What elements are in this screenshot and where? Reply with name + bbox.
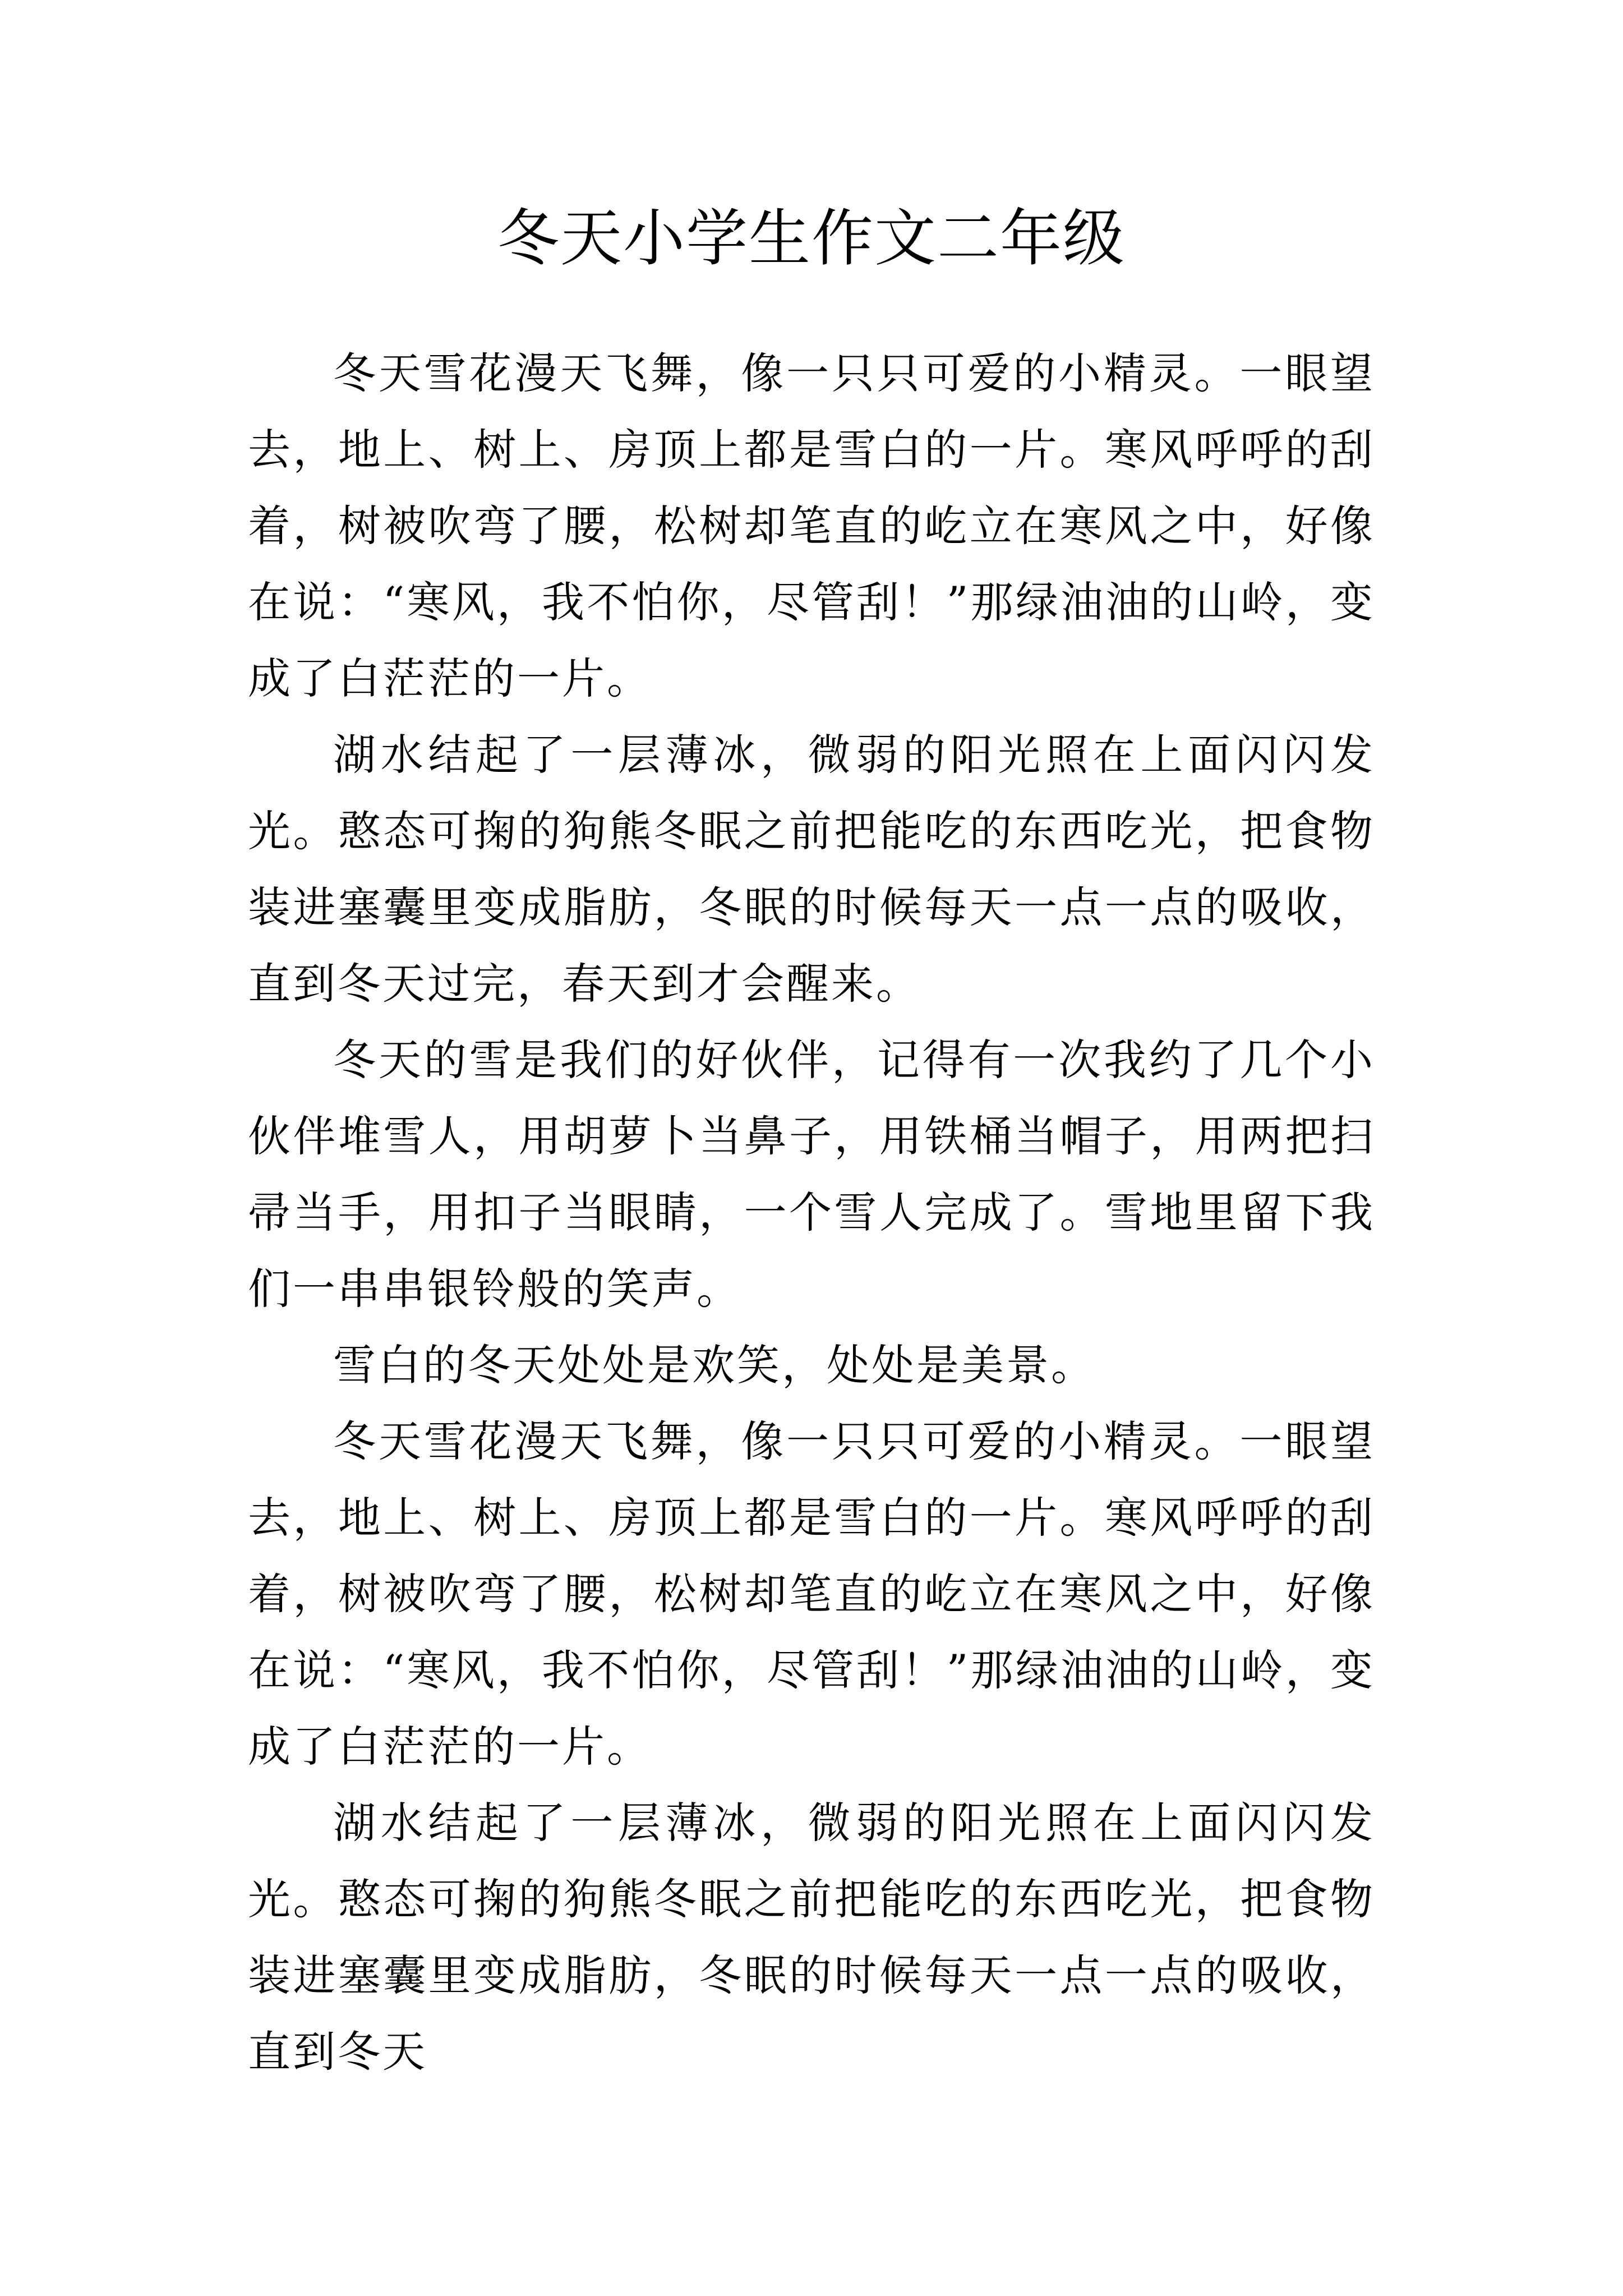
paragraph: 冬天雪花漫天飞舞，像一只只可爱的小精灵。一眼望去，地上、树上、房顶上都是雪白的一片。寒风呼呼的刮着，树被吹弯了腰，松树却笔直的屹立在寒风之中，好像在说：“寒风，我不怕你，尽管刮！”那绿油油的山岭，变成了白茫茫的一片。 xyxy=(248,348,1375,703)
paragraph: 冬天雪花漫天飞舞，像一只只可爱的小精灵。一眼望去，地上、树上、房顶上都是雪白的一片。寒风呼呼的刮着，树被吹弯了腰，松树却笔直的屹立在寒风之中，好像在说：“寒风，我不怕你，尽管刮！”那绿油油的山岭，变成了白茫茫的一片。 xyxy=(248,1416,1375,1772)
document-title: 冬天小学生作文二年级 xyxy=(497,203,1126,274)
document-body xyxy=(248,335,1375,2090)
paragraph: 雪白的冬天处处是欢笑，处处是美景。 xyxy=(333,1340,1096,1390)
paragraph: 湖水结起了一层薄冰，微弱的阳光照在上面闪闪发光。憨态可掬的狗熊冬眠之前把能吃的东西吃光，把食物装进塞囊里变成脂肪，冬眠的时候每天一点一点的吸收，直到冬天 xyxy=(248,1798,1375,2077)
paragraph: 冬天的雪是我们的好伙伴，记得有一次我约了几个小伙伴堆雪人，用胡萝卜当鼻子，用铁桶当帽子，用两把扫帚当手，用扣子当眼睛，一个雪人完成了。雪地里留下我们一串串银铃般的笑声。 xyxy=(248,1035,1375,1314)
paragraph: 湖水结起了一层薄冰，微弱的阳光照在上面闪闪发光。憨态可掬的狗熊冬眠之前把能吃的东西吃光，把食物装进塞囊里变成脂肪，冬眠的时候每天一点一点的吸收，直到冬天过完，春天到才会醒来。 xyxy=(248,730,1375,1009)
